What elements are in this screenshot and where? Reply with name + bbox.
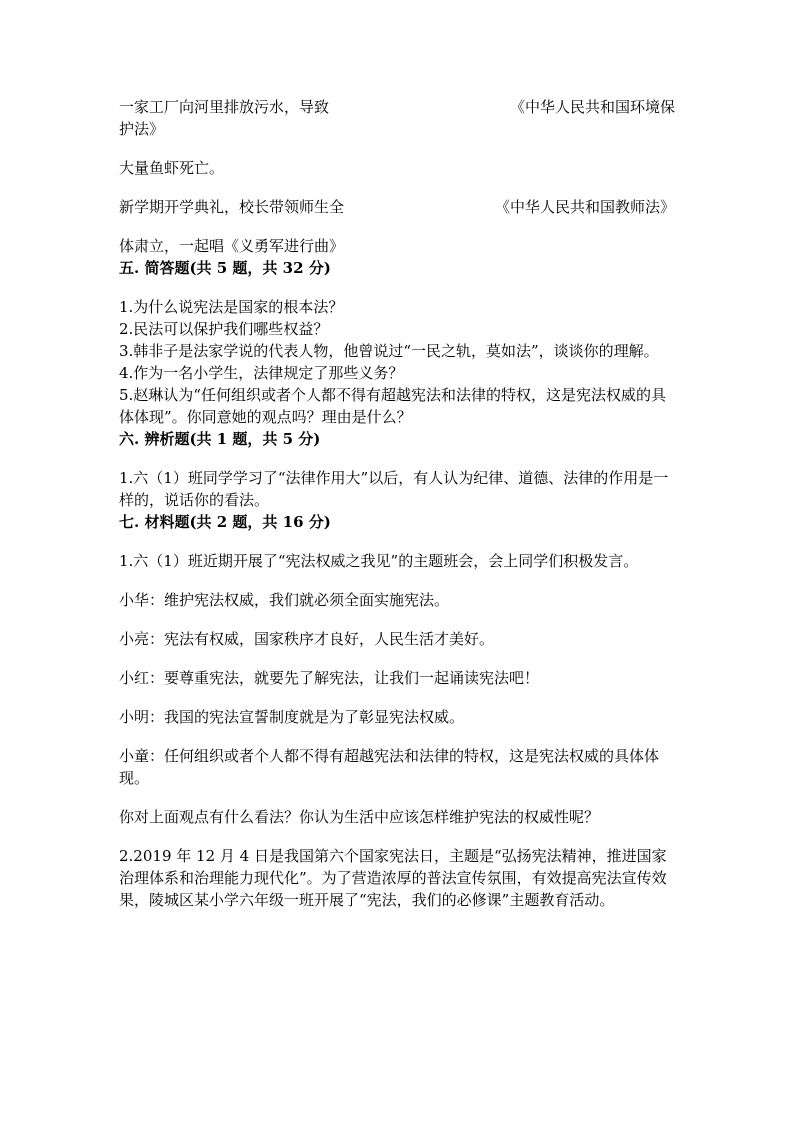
question-item: 3.韩非子是法家学说的代表人物，他曾说过“一民之轨，莫如法”，谈谈你的理解。 xyxy=(119,342,659,360)
opinion-item: 小明：我国的宪法宣誓制度就是为了彰显宪法权威。 xyxy=(119,708,465,726)
material-question-1-intro: 1.六（1）班近期开展了“宪法权威之我见”的主题班会，会上同学们积极发言。 xyxy=(119,552,639,570)
question-item: 5.赵琳认为“任何组织或者个人都不得有超越宪法和法律的特权，这是宪法权威的具体体现”。你同意她的观点吗？理由是什么？ xyxy=(119,386,666,426)
question-item: 1.为什么说宪法是国家的根本法？ xyxy=(119,298,344,316)
question-item: 2.民法可以保护我们哪些权益？ xyxy=(119,320,329,338)
question-item: 1.六（1）班同学学习了“法律作用大”以后，有人认为纪律、道德、法律的作用是一样的，说话你的看法。 xyxy=(119,469,669,509)
section-title-discrimination: 六. 辨析题(共 1 题，共 5 分) xyxy=(119,430,321,448)
matching-left-text: 新学期开学典礼，校长带领师生全 xyxy=(119,198,345,216)
short-answer-list xyxy=(119,296,675,428)
material-question-1-prompt: 你对上面观点有什么看法？你认为生活中应该怎样维护宪法的权威性呢？ xyxy=(119,808,600,826)
matching-left-text: 一家工厂向河里排放污水，导致 xyxy=(119,98,330,116)
document-content xyxy=(119,96,675,911)
material-question-2-intro: 2.2019 年 12 月 4 日是我国第六个国家宪法日，主题是“弘扬宪法精神，推进国家治理体系和治理能力现代化”。为了营造浓厚的普法宣传氛围，有效提高宪法宣传效果，陵城区某小学六年级一班开展了“宪法，我们的必修课”主题教育活动。 xyxy=(119,847,667,909)
section-title-material: 七. 材料题(共 2 题，共 16 分) xyxy=(119,513,331,531)
opinion-item: 小童：任何组织或者个人都不得有超越宪法和法律的特权，这是宪法权威的具体体现。 xyxy=(119,747,660,787)
matching-left-continuation: 大量鱼虾死亡。 xyxy=(119,159,225,177)
opinion-item: 小华：维护宪法权威，我们就必须全面实施宪法。 xyxy=(119,591,450,609)
matching-row-2 xyxy=(119,196,675,218)
matching-right-continuation: 护法》 xyxy=(119,120,165,138)
matching-right-text: 《中华人民共和国教师法》 xyxy=(494,198,675,216)
opinion-item: 小亮：宪法有权威，国家秩序才良好，人民生活才美好。 xyxy=(119,630,495,648)
matching-row-1 xyxy=(119,96,675,118)
matching-right-text: 《中华人民共和国环境保 xyxy=(509,98,675,116)
question-item: 4.作为一名小学生，法律规定了那些义务？ xyxy=(119,364,404,382)
section-title-short-answer: 五. 简答题(共 5 题，共 32 分) xyxy=(119,259,331,277)
opinion-item: 小红：要尊重宪法，就要先了解宪法，让我们一起诵读宪法吧！ xyxy=(119,669,540,687)
matching-left-continuation: 体肃立，一起唱《义勇军进行曲》 xyxy=(119,237,345,255)
